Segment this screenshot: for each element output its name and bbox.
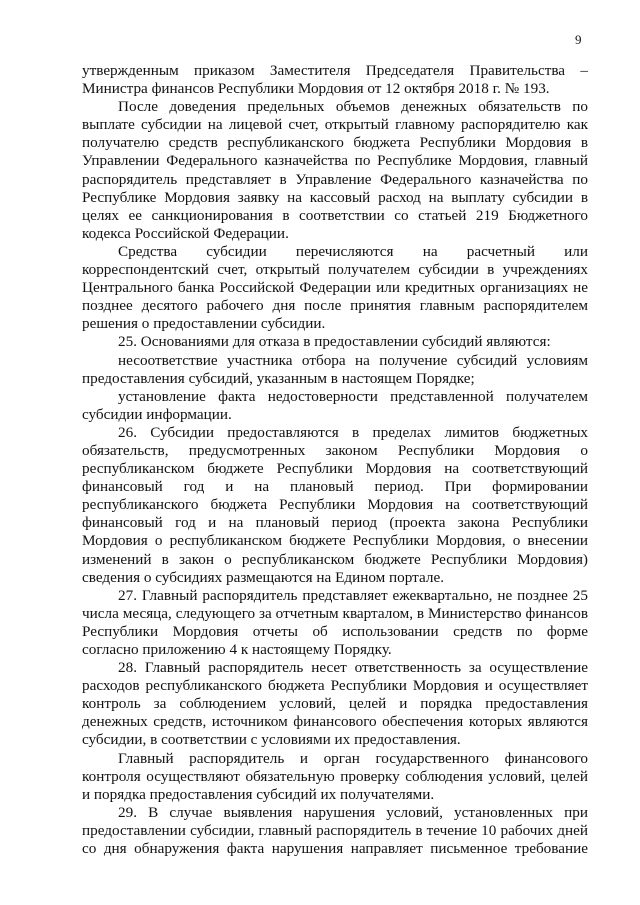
text-line: республиканского бюджета Республики Мордовия на соответствующий (82, 496, 588, 514)
text-line: Министра финансов Республики Мордовия от 12 октября 2018 г. № 193. (82, 80, 550, 98)
text-line: со дня обнаружения факта нарушения направляет письменное требование (82, 840, 588, 858)
text-line: 25. Основаниями для отказа в предоставлении субсидий являются: (118, 333, 551, 351)
text-line: получателю средств республиканского бюджета Республики Мордовия в (82, 134, 588, 152)
text-line: изменений в закон о республиканском бюджете Республики Мордовия) (82, 550, 588, 568)
text-line: контроля осуществляют обязательную проверку соблюдения условий, целей (82, 767, 588, 785)
text-line: Центрального банка Российской Федерации или кредитных организациях не (82, 279, 588, 297)
text-line: сведения о субсидиях размещаются на Едином портале. (82, 568, 444, 586)
text-line: 29. В случае выявления нарушения условий, установленных при (118, 803, 588, 821)
text-line: финансовый год и на плановый период (проекта закона Республики (82, 514, 588, 532)
text-line: несоответствие участника отбора на получение субсидий условиям (118, 351, 588, 369)
text-line: корреспондентский счет, открытый получателем субсидии в учреждениях (82, 261, 588, 279)
text-line: республиканском бюджете Республики Мордовия на соответствующий (82, 460, 588, 478)
text-line: и порядка предоставления субсидий их получателями. (82, 785, 435, 803)
text-line: 27. Главный распорядитель представляет ежеквартально, не позднее 25 (118, 586, 588, 604)
text-line: предоставлении субсидии, главный распорядитель в течение 10 рабочих дней (82, 821, 588, 839)
page-number: 9 (575, 32, 582, 47)
text-line: позднее десятого рабочего дня после принятия главным распорядителем (82, 297, 588, 315)
text-line: Главный распорядитель и орган государственного финансового (118, 749, 588, 767)
text-line: выплате субсидии на лицевой счет, открытый главному распорядителю как (82, 116, 588, 134)
text-line: предоставления субсидий, указанным в настоящем Порядке; (82, 369, 475, 387)
text-line: обязательств, предусмотренных законом Республики Мордовия о (82, 441, 588, 459)
text-line: расходов республиканского бюджета Республики Мордовия и осуществляет (82, 677, 588, 695)
text-line: 28. Главный распорядитель несет ответственность за осуществление (118, 659, 588, 677)
text-line: контроль за соблюдением условий, целей и порядка предоставления (82, 695, 588, 713)
text-line: субсидии, в соответствии с условиями их предоставления. (82, 731, 461, 749)
text-line: Средства субсидии перечисляются на расчетный или (118, 242, 588, 260)
text-line: согласно приложению 4 к настоящему Порядку. (82, 641, 392, 658)
text-line: целях ее санкционирования в соответствии со статьей 219 Бюджетного (82, 206, 588, 224)
text-line: Мордовия о республиканском бюджете Республики Мордовия, о внесении (82, 532, 588, 550)
text-line: После доведения предельных объемов денежных обязательств по (118, 98, 588, 116)
text-line: Республике Мордовия заявку на кассовый расход на выплату субсидии в (82, 188, 588, 206)
body-text (82, 62, 588, 858)
text-line: распорядитель представляет в Управление Федерального казначейства по (82, 170, 588, 188)
text-line: решения о предоставлении субсидии. (82, 315, 326, 333)
text-line: денежных средств, источником финансового обеспечения которых являются (82, 713, 588, 731)
text-line: числа месяца, следующего за отчетным кварталом, в Министерство финансов (82, 604, 588, 622)
text-line: установление факта недостоверности представленной получателем (118, 387, 588, 405)
text-line: субсидии информации. (82, 405, 232, 423)
text-line: финансовый год и на плановый период. При формировании (82, 478, 588, 496)
text-line: утвержденным приказом Заместителя Председателя Правительства – (82, 62, 588, 79)
text-line: 26. Субсидии предоставляются в пределах лимитов бюджетных (118, 423, 588, 441)
text-line: Управлении Федерального казначейства по Республике Мордовия, главный (82, 152, 588, 170)
text-line: Республики Мордовия отчеты об использовании средств по форме (82, 622, 588, 640)
text-line: кодекса Российской Федерации. (82, 224, 289, 242)
